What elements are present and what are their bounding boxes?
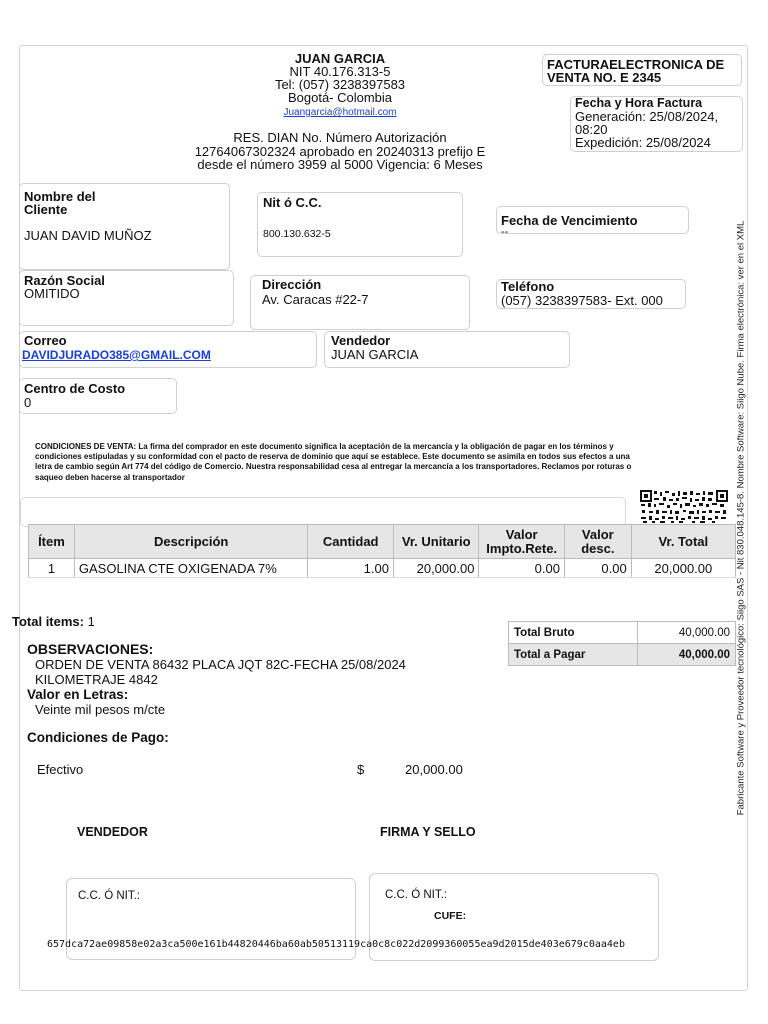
conditions-box bbox=[20, 497, 626, 527]
email-label: Correo bbox=[24, 333, 67, 348]
totals-table bbox=[508, 621, 736, 666]
items-table-header bbox=[29, 525, 736, 559]
sale-conditions: CONDICIONES DE VENTA: La firma del comprador en este documento significa la aceptación de la mercancía y la obligación de pagar en los términos y condiciones estipuladas y su conformidad con el pacto de reserva de dominio que aquí se establece. Este documento se asimila en todos sus efectos a una letra de cambio según Art 774 del código de Comercio. Nuestra responsabilidad cesa al entregar la mercancía a los transportadores. Reclamos por roturas o saqueo deben hacerse al transportador bbox=[35, 442, 632, 482]
due-date: -- bbox=[501, 226, 509, 238]
observations-label: OBSERVACIONES: bbox=[27, 641, 154, 657]
total-items bbox=[12, 614, 95, 629]
cell-item: 1 bbox=[29, 559, 75, 578]
observations-line: ORDEN DE VENTA 86432 PLACA JQT 82C-FECHA 25/08/2024 bbox=[35, 657, 406, 672]
amount-in-words: Veinte mil pesos m/cte bbox=[35, 702, 166, 717]
total-pay-label: Total a Pagar bbox=[509, 644, 638, 666]
client-nit: 800.130.632-5 bbox=[263, 228, 331, 240]
qr-code-icon bbox=[640, 490, 728, 524]
col-discount: Valor desc. bbox=[564, 525, 631, 559]
issuer-email-link[interactable]: Juangarcia@hotmail.com bbox=[283, 107, 397, 118]
due-date-box bbox=[496, 206, 689, 238]
phone: (057) 3238397583- Ext. 000 bbox=[501, 293, 663, 308]
business-name: OMITIDO bbox=[24, 286, 80, 301]
observations-line: KILOMETRAJE 4842 bbox=[35, 672, 158, 687]
phone-box bbox=[496, 279, 686, 309]
gross-total-label: Total Bruto bbox=[509, 622, 638, 644]
observations-block bbox=[27, 642, 507, 718]
client-name-label: Nombre del bbox=[24, 189, 96, 204]
software-vendor-note bbox=[734, 210, 748, 825]
address-box bbox=[250, 275, 470, 330]
col-total: Vr. Total bbox=[631, 525, 735, 559]
col-quantity: Cantidad bbox=[308, 525, 394, 559]
gross-total: 40,000.00 bbox=[638, 622, 736, 644]
address-label: Dirección bbox=[262, 277, 322, 292]
business-name-label: Razón Social bbox=[24, 273, 105, 288]
seller-label: Vendedor bbox=[331, 333, 391, 348]
invoice-date-box bbox=[570, 96, 743, 152]
due-date-label: Fecha de Vencimiento bbox=[501, 213, 638, 228]
invoice-number: VENTA NO. E 2345 bbox=[547, 70, 662, 85]
issuer-name: JUAN GARCIA bbox=[294, 51, 386, 66]
cost-center-label: Centro de Costo bbox=[24, 381, 126, 396]
stamp-id-label: C.C. Ó NIT.: bbox=[385, 889, 447, 901]
generation-time: 08:20 bbox=[575, 122, 608, 137]
table-row bbox=[29, 559, 736, 578]
payment-amount: 20,000.00 bbox=[405, 762, 463, 777]
cell-unit-price: 20,000.00 bbox=[393, 559, 479, 578]
client-nit-label: Nit ó C.C. bbox=[263, 195, 322, 210]
seller-id-label: C.C. Ó NIT.: bbox=[78, 890, 140, 902]
resolution-line: RES. DIAN No. Número Autorización bbox=[233, 130, 447, 145]
business-name-box bbox=[19, 270, 234, 326]
cost-center: 0 bbox=[24, 395, 32, 410]
resolution-line: 12764067302324 aprobado en 20240313 prefijo E bbox=[194, 143, 486, 159]
address: Av. Caracas #22-7 bbox=[262, 292, 369, 307]
total-items-label: Total items: bbox=[12, 614, 84, 629]
expedition-date: Expedición: 25/08/2024 bbox=[575, 135, 711, 150]
issuer-city: Bogotá- Colombia bbox=[287, 90, 393, 105]
col-tax: Valor Impto.Rete. bbox=[479, 525, 565, 559]
col-unit-price: Vr. Unitario bbox=[393, 525, 479, 559]
cufe-code: 657dca72ae09858e02a3ca500e161b44820446ba60ab50513119ca0c8c022d2099360055ea9d2015de403e679c0aa4eb bbox=[47, 939, 625, 950]
invoice-title: FACTURAELECTRONICA DE bbox=[547, 57, 725, 72]
client-nit-box bbox=[257, 192, 463, 257]
issuer-block bbox=[150, 52, 530, 119]
seller-signature-label: VENDEDOR bbox=[77, 825, 148, 839]
cost-center-box bbox=[19, 378, 177, 414]
payment-currency: $ bbox=[357, 762, 365, 777]
dian-resolution bbox=[150, 131, 530, 172]
issuer-nit: NIT 40.176.313-5 bbox=[289, 64, 391, 79]
payment-conditions-label: Condiciones de Pago: bbox=[27, 730, 169, 745]
payment-method: Efectivo bbox=[37, 762, 84, 777]
invoice-number-box bbox=[542, 54, 742, 86]
client-name-box bbox=[19, 183, 230, 270]
cell-total: 20,000.00 bbox=[631, 559, 735, 578]
client-email-link[interactable]: DAVIDJURADO385@GMAIL.COM bbox=[22, 348, 211, 362]
total-items-count: 1 bbox=[87, 614, 95, 629]
cell-discount: 0.00 bbox=[564, 559, 631, 578]
cell-description: GASOLINA CTE OXIGENADA 7% bbox=[74, 559, 308, 578]
items-table bbox=[28, 524, 736, 578]
phone-label: Teléfono bbox=[501, 279, 555, 294]
gross-total-row bbox=[509, 622, 736, 644]
amount-in-words-label: Valor en Letras: bbox=[27, 687, 129, 702]
client-name: JUAN DAVID MUÑOZ bbox=[24, 228, 152, 243]
seller: JUAN GARCIA bbox=[331, 347, 419, 362]
total-pay: 40,000.00 bbox=[638, 644, 736, 666]
stamp-signature-label: FIRMA Y SELLO bbox=[380, 825, 476, 839]
cell-quantity: 1.00 bbox=[308, 559, 394, 578]
invoice-date-label: Fecha y Hora Factura bbox=[575, 96, 703, 110]
email-box bbox=[19, 331, 317, 368]
cufe-label: CUFE: bbox=[434, 910, 467, 922]
cell-tax: 0.00 bbox=[479, 559, 565, 578]
client-name-label: Cliente bbox=[24, 202, 68, 217]
software-vendor-text: Fabricante Software y Proveedor tecnológico: Siigo SAS - Nit 830.048.145-8. Nombre Software: Siigo Nube. Firma electrónica: ver en el XML bbox=[735, 220, 747, 815]
resolution-line: desde el número 3959 al 5000 Vigencia: 6 Meses bbox=[197, 157, 483, 172]
total-pay-row bbox=[509, 644, 736, 666]
generation-date: Generación: 25/08/2024, bbox=[575, 109, 719, 124]
seller-box bbox=[324, 331, 570, 368]
issuer-tel: Tel: (057) 3238397583 bbox=[274, 77, 406, 92]
col-description: Descripción bbox=[74, 525, 308, 559]
col-item: Ítem bbox=[29, 525, 75, 559]
